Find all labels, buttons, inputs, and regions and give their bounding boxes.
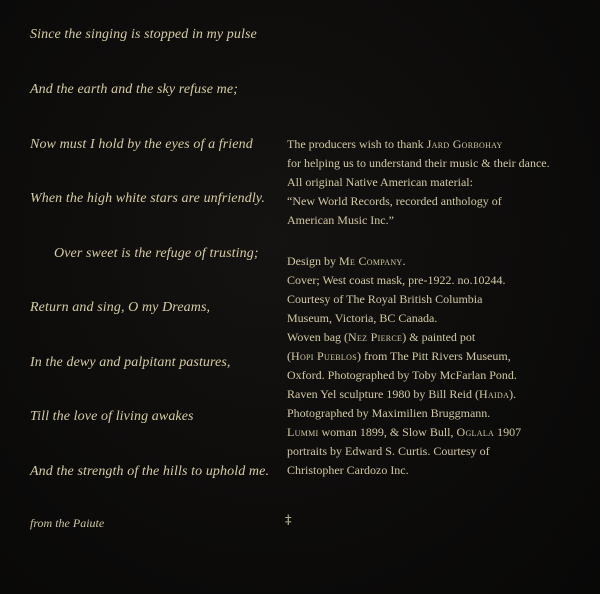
poem-line: Till the love of living awakes [30, 409, 194, 424]
poem-attribution: from the Paiute [30, 516, 105, 530]
credit-line: Oxford. Photographed by Toby McFarlan Pond. [287, 368, 517, 382]
credit-line: American Music Inc.” [287, 213, 394, 227]
credit-line: (Hopi Pueblos) from The Pitt Rivers Museum, [287, 349, 511, 363]
poem-line: Now must I hold by the eyes of a friend [30, 137, 253, 152]
poem-line: Since the singing is stopped in my pulse [30, 27, 257, 42]
poem-line: When the high white stars are unfriendly. [30, 191, 265, 206]
credit-line: All original Native American material: [287, 175, 473, 189]
credit-line: Museum, Victoria, BC Canada. [287, 311, 438, 325]
credit-line: Cover; West coast mask, pre-1922. no.10244. [287, 273, 506, 287]
credit-line: for helping us to understand their music & their dance. [287, 156, 550, 170]
poem-line: And the strength of the hills to uphold me. [30, 464, 270, 479]
credit-line: “New World Records, recorded anthology of [287, 194, 502, 208]
poem-line: And the earth and the sky refuse me; [30, 82, 238, 97]
credit-line: Raven Yel sculpture 1980 by Bill Reid (Haida). [287, 387, 517, 401]
poem-line: Over sweet is the refuge of trusting; [54, 246, 259, 261]
credit-line: portraits by Edward S. Curtis. Courtesy of [287, 444, 490, 458]
double-dagger-ornament: ‡ [285, 513, 292, 528]
poem-line: In the dewy and palpitant pastures, [30, 355, 231, 370]
credit-line: Photographed by Maximilien Bruggmann. [287, 406, 491, 420]
credit-line: The producers wish to thank Jard Gorbohay [287, 137, 503, 151]
credit-line: Courtesy of The Royal British Columbia [287, 292, 483, 306]
credit-line: Christopher Cardozo Inc. [287, 463, 409, 477]
poem-line: Return and sing, O my Dreams, [30, 300, 211, 315]
credit-line: Design by Me Company. [287, 254, 406, 268]
credit-line: Lummi woman 1899, & Slow Bull, Oglala 1907 [287, 425, 522, 439]
credit-line: Woven bag (Nez Pierce) & painted pot [287, 330, 476, 344]
